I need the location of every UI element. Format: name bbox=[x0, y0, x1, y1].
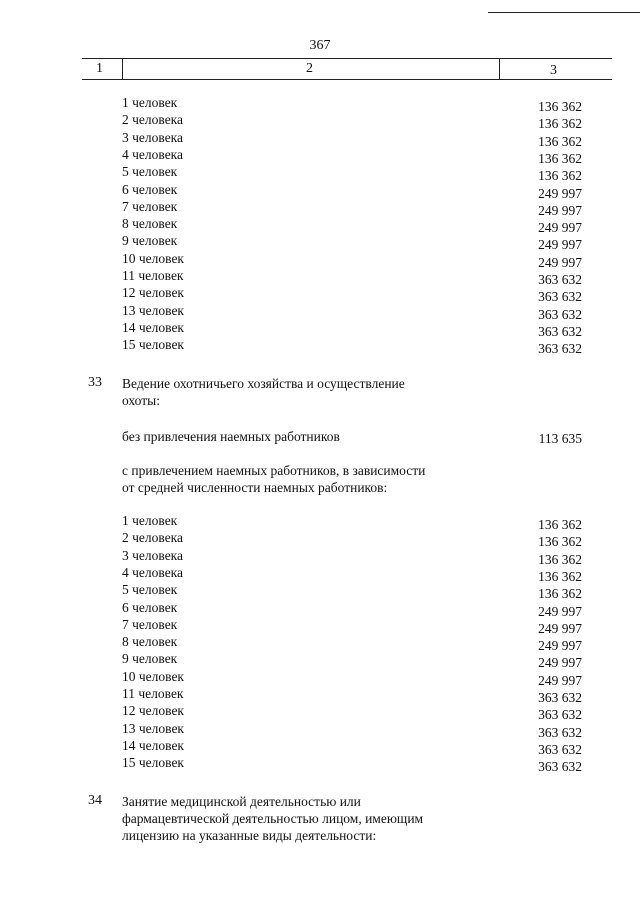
table-row bbox=[122, 268, 582, 285]
row-label: 15 человек bbox=[122, 755, 184, 771]
with-workers-line: от средней численности наемных работников: bbox=[122, 480, 388, 495]
row-label: 7 человек bbox=[122, 616, 178, 632]
row-label: 1 человек bbox=[122, 513, 178, 528]
row-value: 363 632 bbox=[538, 690, 582, 705]
row-value: 249 997 bbox=[538, 237, 582, 253]
row-label: 11 человек bbox=[122, 686, 184, 701]
row-label: 5 человек bbox=[122, 582, 178, 598]
row-label: 6 человек bbox=[122, 181, 178, 197]
row-value: 136 362 bbox=[538, 116, 582, 132]
row-value: 363 632 bbox=[538, 289, 582, 305]
row-label: 14 человек bbox=[122, 737, 184, 753]
top-rule bbox=[488, 12, 640, 13]
row-label: 9 человек bbox=[122, 233, 178, 249]
row-value: 363 632 bbox=[538, 341, 582, 357]
table-row bbox=[122, 669, 582, 686]
item-34-title-line: лицензию на указанные виды деятельности: bbox=[122, 828, 377, 843]
item-34-title bbox=[122, 793, 423, 844]
row-label: 7 человек bbox=[122, 198, 178, 214]
row-label: 11 человек bbox=[122, 268, 184, 283]
row-value: 363 632 bbox=[538, 272, 582, 287]
item-34-number: 34 bbox=[88, 793, 102, 808]
table-row bbox=[122, 738, 582, 755]
page-number: 367 bbox=[309, 38, 331, 53]
header-divider bbox=[499, 59, 500, 79]
table-row bbox=[122, 130, 582, 147]
item-33-title bbox=[122, 375, 405, 409]
table-row bbox=[122, 548, 582, 565]
row-label: 5 человек bbox=[122, 164, 178, 180]
row-value: 363 632 bbox=[538, 323, 582, 339]
table-row bbox=[122, 582, 582, 602]
table-row bbox=[122, 565, 582, 582]
row-value: 249 997 bbox=[538, 603, 582, 619]
table-row bbox=[122, 112, 582, 132]
row-label: 10 человек bbox=[122, 250, 184, 266]
row-value: 363 632 bbox=[538, 759, 582, 775]
row-value: 363 632 bbox=[538, 306, 582, 322]
row-label: 13 человек bbox=[122, 720, 184, 736]
row-value: 363 632 bbox=[538, 741, 582, 757]
table-row bbox=[122, 755, 582, 775]
row-value: 363 632 bbox=[538, 707, 582, 723]
row-value: 136 362 bbox=[538, 150, 582, 166]
table-row bbox=[122, 651, 582, 671]
table-row bbox=[122, 703, 582, 723]
row-label: 4 человека bbox=[122, 564, 184, 580]
row-value: 363 632 bbox=[538, 724, 582, 740]
row-value: 136 362 bbox=[538, 534, 582, 550]
row-label: 9 человек bbox=[122, 651, 178, 667]
no-workers-label: без привлечения наемных работников bbox=[122, 429, 340, 444]
row-label: 3 человека bbox=[122, 129, 184, 145]
table-row bbox=[122, 634, 582, 654]
table-row bbox=[122, 233, 582, 253]
header-col-3: 3 bbox=[550, 63, 557, 78]
table-row bbox=[122, 199, 582, 216]
item-34-title-line: Занятие медицинской деятельностью или bbox=[122, 794, 361, 809]
item-33-title-line: Ведение охотничьего хозяйства и осуществление bbox=[122, 376, 405, 391]
row-label: 6 человек bbox=[122, 599, 178, 615]
row-label: 8 человек bbox=[122, 634, 178, 650]
table-header bbox=[82, 58, 612, 80]
row-value: 249 997 bbox=[538, 202, 582, 218]
row-label: 15 человек bbox=[122, 337, 184, 353]
table-row bbox=[122, 686, 582, 703]
row-value: 249 997 bbox=[538, 655, 582, 671]
row-value: 249 997 bbox=[538, 185, 582, 201]
row-label: 2 человека bbox=[122, 530, 184, 546]
row-label: 8 человек bbox=[122, 216, 178, 232]
table-row bbox=[122, 182, 582, 199]
header-col-1: 1 bbox=[96, 61, 103, 76]
row-value: 136 362 bbox=[538, 168, 582, 184]
row-value: 136 362 bbox=[538, 133, 582, 149]
row-label: 12 человек bbox=[122, 703, 184, 719]
with-workers-text bbox=[122, 462, 425, 496]
table-row bbox=[122, 251, 582, 268]
row-value: 249 997 bbox=[538, 254, 582, 270]
table-row bbox=[122, 513, 582, 530]
header-divider bbox=[122, 59, 123, 79]
row-label: 10 человек bbox=[122, 668, 184, 684]
table-row bbox=[122, 164, 582, 184]
item-34-title-line: фармацевтической деятельностью лицом, имеющим bbox=[122, 811, 424, 826]
table-row bbox=[122, 530, 582, 550]
no-workers-value: 113 635 bbox=[538, 431, 582, 446]
row-label: 12 человек bbox=[122, 285, 184, 301]
table-row bbox=[122, 600, 582, 617]
table-row bbox=[122, 721, 582, 738]
table-row bbox=[122, 95, 582, 112]
row-value: 249 997 bbox=[538, 638, 582, 654]
table-row bbox=[122, 617, 582, 634]
row-label: 14 человек bbox=[122, 319, 184, 335]
table-row bbox=[122, 147, 582, 164]
row-value: 249 997 bbox=[538, 220, 582, 236]
row-label: 2 человека bbox=[122, 112, 184, 128]
table-row bbox=[122, 216, 582, 236]
row-label: 4 человека bbox=[122, 146, 184, 162]
table-row bbox=[122, 337, 582, 357]
row-value: 136 362 bbox=[538, 517, 582, 532]
row-value: 136 362 bbox=[538, 586, 582, 602]
item-33-title-line: охоты: bbox=[122, 393, 160, 408]
table-row bbox=[122, 285, 582, 305]
row-value: 249 997 bbox=[538, 620, 582, 636]
with-workers-line: с привлечением наемных работников, в зависимости bbox=[122, 463, 426, 478]
row-value: 136 362 bbox=[538, 99, 582, 114]
row-value: 249 997 bbox=[538, 672, 582, 688]
table-row bbox=[122, 303, 582, 320]
row-label: 3 человека bbox=[122, 547, 184, 563]
row-label: 1 человек bbox=[122, 95, 178, 110]
item-33-number: 33 bbox=[88, 375, 102, 390]
row-value: 136 362 bbox=[538, 568, 582, 584]
row-label: 13 человек bbox=[122, 302, 184, 318]
row-value: 136 362 bbox=[538, 551, 582, 567]
header-col-2: 2 bbox=[306, 61, 313, 76]
table-row bbox=[122, 320, 582, 337]
